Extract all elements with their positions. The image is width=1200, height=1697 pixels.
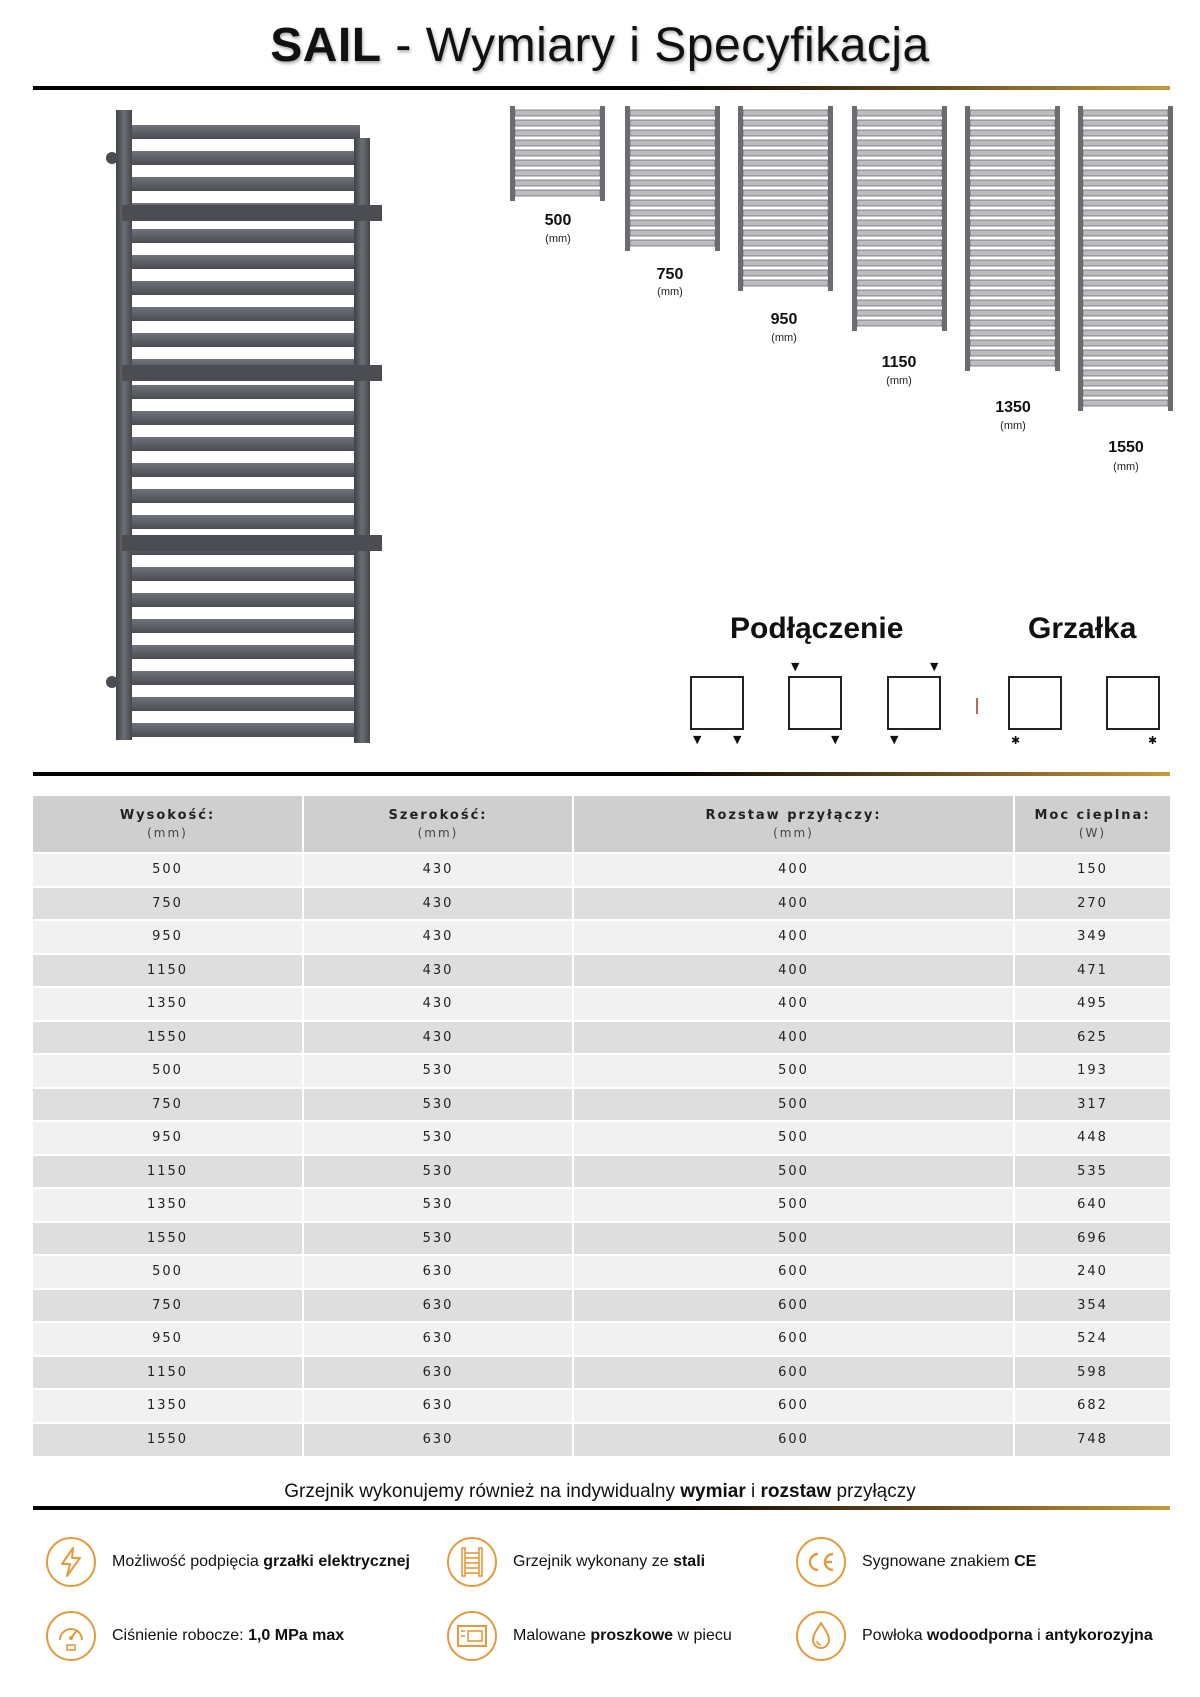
cell-power: 240: [1014, 1255, 1170, 1289]
inlet-arrow-icon: ▼: [693, 733, 702, 746]
cell-height: 750: [33, 887, 303, 921]
size-unit-950: (mm): [771, 332, 797, 344]
feature-ce-text: Sygnowane znakiem CE: [862, 1553, 1037, 1570]
size-unit-1350: (mm): [1000, 420, 1026, 432]
heater-marker-icon: ✱: [1011, 734, 1021, 747]
radiator-bar: [128, 229, 360, 243]
cell-width: 430: [303, 987, 573, 1021]
cell-width: 430: [303, 887, 573, 921]
cell-width: 530: [303, 1054, 573, 1088]
radiator-bar: [128, 411, 360, 425]
cell-power: 495: [1014, 987, 1170, 1021]
size-unit-750: (mm): [657, 286, 683, 298]
radiator-bar: [128, 437, 360, 451]
radiator-bar: [128, 385, 360, 399]
title-product-name: SAIL: [270, 19, 382, 72]
cell-spacing: 400: [573, 887, 1014, 921]
table-row: [33, 987, 1170, 1021]
cell-width: 630: [303, 1322, 573, 1356]
cell-power: 598: [1014, 1356, 1170, 1390]
size-diagram-1550: [1078, 106, 1173, 411]
cell-spacing: 600: [573, 1289, 1014, 1323]
radiator-bar: [128, 177, 360, 191]
size-label-1150: 1150: [881, 354, 917, 371]
radiator-bar: [128, 671, 360, 685]
cell-height: 750: [33, 1289, 303, 1323]
header-spacing: Rozstaw przyłączy: (mm): [573, 796, 1014, 853]
size-unit-1150: (mm): [886, 375, 912, 387]
table-header-row: [33, 796, 1170, 853]
cell-power: 696: [1014, 1222, 1170, 1256]
cell-height: 950: [33, 920, 303, 954]
cell-spacing: 500: [573, 1121, 1014, 1155]
cell-height: 1150: [33, 1155, 303, 1189]
cell-power: 193: [1014, 1054, 1170, 1088]
oven-icon: [447, 1611, 497, 1661]
middle-divider: [33, 772, 1170, 776]
size-diagram-1350: [965, 106, 1060, 371]
connection-title: Podłączenie: [730, 612, 904, 645]
table-row: [33, 1021, 1170, 1055]
size-diagram-950: [738, 106, 833, 291]
title-subtitle: - Wymiary i Specyfikacja: [381, 19, 930, 72]
inlet-arrow-icon: ▼: [890, 733, 899, 746]
size-diagram-500: [510, 106, 605, 201]
cell-power: 354: [1014, 1289, 1170, 1323]
cell-power: 524: [1014, 1322, 1170, 1356]
radiator-bar: [128, 255, 360, 269]
cell-width: 530: [303, 1155, 573, 1189]
inlet-arrow-icon: ▼: [831, 733, 840, 746]
feature-steel: [447, 1537, 705, 1587]
cell-width: 530: [303, 1188, 573, 1222]
cell-power: 640: [1014, 1188, 1170, 1222]
table-row: [33, 1322, 1170, 1356]
cell-width: 630: [303, 1255, 573, 1289]
cell-height: 500: [33, 1054, 303, 1088]
cell-power: 625: [1014, 1021, 1170, 1055]
inlet-arrow-icon: ▼: [930, 660, 939, 673]
radiator-bar: [128, 619, 360, 633]
radiator-bar: [128, 333, 360, 347]
cell-spacing: 500: [573, 1222, 1014, 1256]
connection-option-side: [887, 676, 941, 730]
table-row: [33, 920, 1170, 954]
cell-height: 950: [33, 1322, 303, 1356]
cell-height: 500: [33, 853, 303, 887]
cell-power: 682: [1014, 1389, 1170, 1423]
table-row: [33, 954, 1170, 988]
size-label-500: 500: [544, 212, 572, 229]
cell-width: 630: [303, 1356, 573, 1390]
cell-power: 448: [1014, 1121, 1170, 1155]
inlet-arrow-icon: ▼: [733, 733, 742, 746]
cell-spacing: 600: [573, 1255, 1014, 1289]
cell-width: 430: [303, 853, 573, 887]
connection-option-diagonal: [788, 676, 842, 730]
header-height: Wysokość: (mm): [33, 796, 303, 853]
size-diagrams: [510, 104, 1180, 444]
cell-spacing: 400: [573, 1021, 1014, 1055]
section-separator: [976, 698, 978, 714]
feature-heater: [46, 1537, 410, 1587]
heater-title: Grzałka: [1028, 612, 1137, 645]
cell-power: 150: [1014, 853, 1170, 887]
product-photo: [72, 100, 402, 755]
feature-paint: [447, 1611, 732, 1661]
cell-power: 349: [1014, 920, 1170, 954]
radiator-bar: [128, 125, 360, 139]
cell-spacing: 600: [573, 1423, 1014, 1457]
cell-height: 1150: [33, 954, 303, 988]
radiator-bar: [128, 151, 360, 165]
cell-spacing: 400: [573, 987, 1014, 1021]
radiator-bar: [128, 593, 360, 607]
size-unit-1550: (mm): [1113, 461, 1139, 473]
cell-power: 535: [1014, 1155, 1170, 1189]
cell-height: 1350: [33, 987, 303, 1021]
lightning-icon: [46, 1537, 96, 1587]
cell-spacing: 600: [573, 1322, 1014, 1356]
table-row: [33, 1222, 1170, 1256]
size-unit-500: (mm): [545, 233, 571, 245]
radiator-bar: [128, 463, 360, 477]
heater-option-left: [1008, 676, 1062, 730]
cell-width: 630: [303, 1389, 573, 1423]
header-width: Szerokość: (mm): [303, 796, 573, 853]
cell-width: 630: [303, 1289, 573, 1323]
feature-pressure: [46, 1611, 344, 1661]
radiator-bar: [128, 489, 360, 503]
cell-spacing: 400: [573, 920, 1014, 954]
header-power: Moc cieplna: (W): [1014, 796, 1170, 853]
gauge-icon: [46, 1611, 96, 1661]
radiator-bar: [128, 567, 360, 581]
feature-ce: [796, 1537, 1036, 1587]
drop-icon: [796, 1611, 846, 1661]
cell-width: 430: [303, 954, 573, 988]
size-diagram-750: [625, 106, 720, 251]
size-label-1550: 1550: [1108, 439, 1144, 456]
table-row: [33, 1155, 1170, 1189]
radiator-bar: [128, 697, 360, 711]
size-label-1350: 1350: [995, 399, 1031, 416]
cell-power: 471: [1014, 954, 1170, 988]
cell-spacing: 400: [573, 853, 1014, 887]
cell-width: 430: [303, 1021, 573, 1055]
cell-width: 530: [303, 1121, 573, 1155]
cell-height: 1550: [33, 1222, 303, 1256]
radiator-bar: [128, 723, 360, 737]
cell-height: 1350: [33, 1188, 303, 1222]
cell-spacing: 500: [573, 1054, 1014, 1088]
cell-spacing: 500: [573, 1155, 1014, 1189]
cell-power: 270: [1014, 887, 1170, 921]
table-row: [33, 1423, 1170, 1457]
feature-coating-text: Powłoka wodoodporna i antykorozyjna: [862, 1627, 1153, 1644]
cell-height: 1550: [33, 1423, 303, 1457]
cell-spacing: 400: [573, 954, 1014, 988]
cell-power: 748: [1014, 1423, 1170, 1457]
feature-steel-text: Grzejnik wykonany ze stali: [513, 1553, 706, 1570]
top-divider: [33, 86, 1170, 90]
size-label-950: 950: [770, 311, 798, 328]
cell-height: 950: [33, 1121, 303, 1155]
radiator-icon: [447, 1537, 497, 1587]
radiator-bar: [128, 515, 360, 529]
heater-option-right: [1106, 676, 1160, 730]
bottom-divider: [33, 1506, 1170, 1510]
table-row: [33, 887, 1170, 921]
table-row: [33, 1054, 1170, 1088]
ce-icon: [796, 1537, 846, 1587]
radiator-bar: [128, 281, 360, 295]
page-title: [0, 18, 1200, 73]
feature-paint-text: Malowane proszkowe w piecu: [513, 1627, 732, 1644]
feature-pressure-text: Ciśnienie robocze: 1,0 MPa max: [112, 1627, 345, 1644]
cell-power: 317: [1014, 1088, 1170, 1122]
cell-height: 1150: [33, 1356, 303, 1390]
size-label-750: 750: [656, 266, 684, 283]
heater-marker-icon: ✱: [1148, 734, 1158, 747]
feature-coating: [796, 1611, 1153, 1661]
table-row: [33, 1255, 1170, 1289]
custom-size-note: Grzejnik wykonujemy również na indywidualny wymiar i rozstaw przyłączy: [284, 1481, 916, 1502]
cell-spacing: 500: [573, 1188, 1014, 1222]
table-row: [33, 1289, 1170, 1323]
spec-table: [33, 796, 1170, 1456]
inlet-arrow-icon: ▼: [791, 660, 800, 673]
table-row: [33, 1389, 1170, 1423]
feature-heater-text: Możliwość podpięcia grzałki elektrycznej: [112, 1553, 410, 1570]
cell-width: 630: [303, 1423, 573, 1457]
cell-spacing: 600: [573, 1389, 1014, 1423]
size-diagram-1150: [852, 106, 947, 331]
radiator-bar: [128, 307, 360, 321]
table-row: [33, 1356, 1170, 1390]
connection-option-bottom: [690, 676, 744, 730]
cell-height: 1350: [33, 1389, 303, 1423]
table-row: [33, 1088, 1170, 1122]
cell-height: 1550: [33, 1021, 303, 1055]
cell-width: 530: [303, 1222, 573, 1256]
table-row: [33, 1188, 1170, 1222]
cell-spacing: 600: [573, 1356, 1014, 1390]
cell-spacing: 500: [573, 1088, 1014, 1122]
cell-height: 750: [33, 1088, 303, 1122]
radiator-bar: [128, 645, 360, 659]
cell-width: 530: [303, 1088, 573, 1122]
table-row: [33, 853, 1170, 887]
table-row: [33, 1121, 1170, 1155]
cell-height: 500: [33, 1255, 303, 1289]
cell-width: 430: [303, 920, 573, 954]
